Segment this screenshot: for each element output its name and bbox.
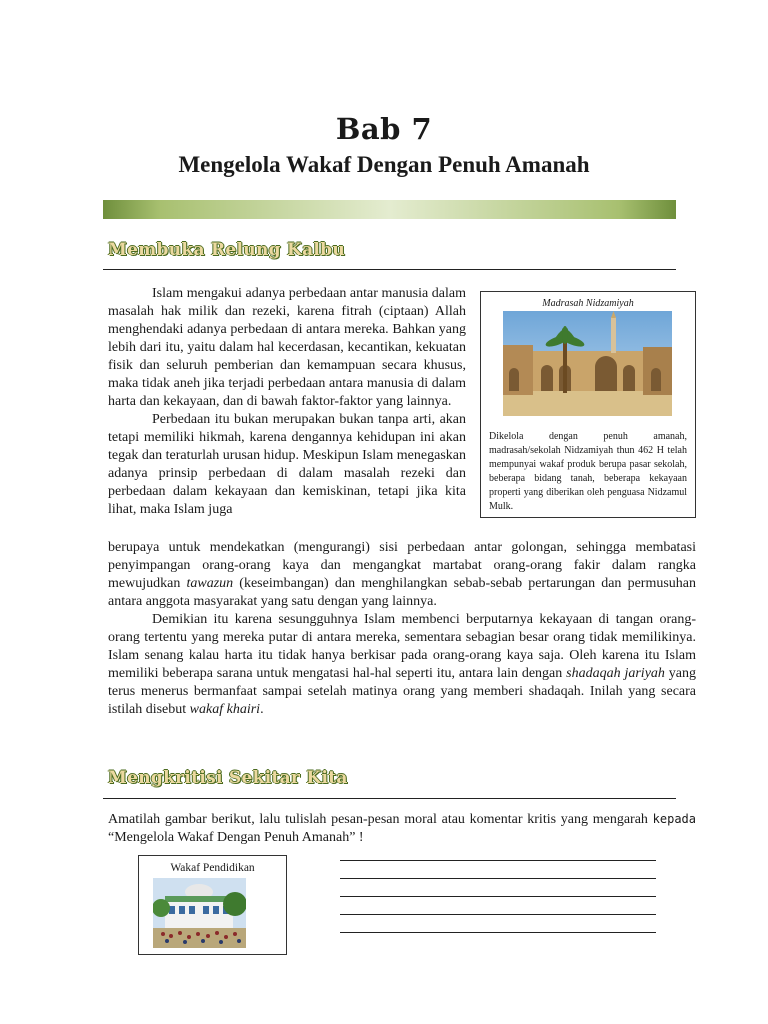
paragraph-2-continued: berupaya untuk mendekatkan (mengurangi) sisi perbedaan antar golongan, sehingga membatasi penyimpangan orang-orang kaya dan mengangkat martabat orang-orang fakir dalam rangka mewujudkan tawazun (keseimbangan) dan menghilangkan sebab-sebab pertarungan dan permusuhan antara anggota masyarakat yang satu dengan yang lainnya.	[108, 540, 696, 609]
figure-caption-title: Madrasah Nidzamiyah	[542, 298, 634, 309]
madrasah-photo	[503, 311, 672, 416]
instruction-text: Amatilah gambar berikut, lalu tulislah pesan-pesan moral atau komentar kritis yang mengarah kepada “Mengelola Wakaf Dengan Penuh Amanah” !	[108, 812, 696, 845]
chapter-title: Mengelola Wakaf Dengan Penuh Amanah	[178, 152, 590, 177]
answer-line-1[interactable]	[340, 860, 656, 861]
figure-madrasah	[480, 291, 696, 518]
school-photo	[153, 878, 246, 948]
answer-line-3[interactable]	[340, 896, 656, 897]
chapter-number: Bab 7	[335, 112, 433, 146]
answer-line-5[interactable]	[340, 932, 656, 933]
figure-wakaf-pendidikan	[138, 855, 287, 955]
answer-line-4[interactable]	[340, 914, 656, 915]
section-rule	[103, 798, 676, 799]
section-rule	[103, 269, 676, 270]
body-text-column	[108, 285, 466, 519]
figure-caption-title: Wakaf Pendidikan	[170, 862, 255, 874]
paragraph-2: Perbedaan itu bukan merupakan bukan tanpa arti, akan tetapi memiliki hikmah, karena dengannya kehidupan ini akan tegak dan teraturlah urusan hidup. Meskipun Islam menegaskan adanya prinsip perbedaan di dalam masalah rezeki dan perbedaan dalam kekayaan dan kemiskinan, tetapi jika kita lihat, maka Islam juga	[108, 412, 466, 517]
answer-line-2[interactable]	[340, 878, 656, 879]
section-heading-mengkritisi: Mengkritisi Sekitar Kita	[108, 768, 348, 788]
title-divider-bar	[103, 200, 676, 219]
body-text-wide	[108, 539, 696, 719]
paragraph-3: Demikian itu karena sesungguhnya Islam membenci berputarnya kekayaan di tangan orang-orang tertentu yang mereka putar di antara mereka, sementara sebagian besar orang tidak memilikinya. Islam senang kalau harta itu tidak hanya berkisar pada orang-orang kaya saja. Oleh karena itu Islam memiliki beberapa sarana untuk mengatasi hal-hal seperti itu, antara lain dengan shadaqah jariyah yang terus menerus bermanfaat sampai setelah matinya orang yang memberi shadaqah. Inilah yang secara istilah disebut wakaf khairi.	[108, 612, 696, 717]
section-heading-membuka: Membuka Relung Kalbu	[108, 240, 346, 260]
paragraph-1: Islam mengakui adanya perbedaan antar manusia dalam masalah hak milik dan rezeki, karena fitrah (ciptaan) Allah menghendaki adanya perbedaan di antara mereka. Bahkan yang lebih dari itu, yaitu dalam hal kecerdasan, kecantikan, kekuatan fisik dan seluruh pemberian dan kemampuan secara khusus, maka tidak aneh jika terjadi perbedaan antara manusia di dalam harta dan kekayaan, dan di bawah faktor-faktor yang lainnya.	[108, 286, 466, 409]
figure-description: Dikelola dengan penuh amanah, madrasah/sekolah Nidzamiyah thun 462 H telah mempunyai wakaf produk berupa pasar sekolah, beberapa bidang tanah, beberapa kekayaan properti yang diberikan oleh penguasa Nidzamul Mulk.	[489, 431, 687, 512]
